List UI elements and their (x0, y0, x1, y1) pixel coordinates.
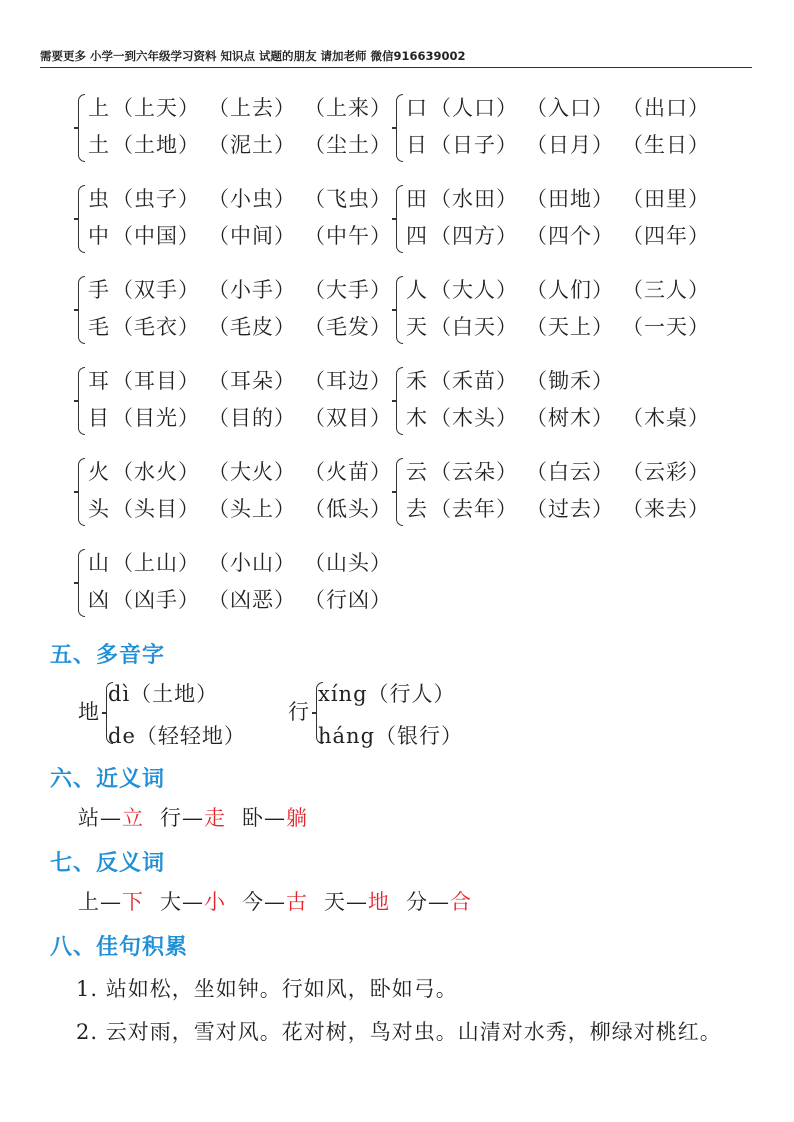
word-row (406, 454, 718, 490)
word: （大火） (208, 460, 296, 484)
dash: — (264, 890, 286, 914)
word: （行凶） (304, 588, 392, 612)
word-row (406, 272, 718, 308)
word: （大手） (304, 278, 392, 302)
dash: — (100, 890, 122, 914)
word: （四年） (622, 224, 710, 248)
synonym-line (78, 802, 324, 832)
word-row (88, 90, 400, 126)
word-row (406, 363, 622, 399)
synonym-pair (242, 806, 308, 830)
example-word: （轻轻地） (135, 724, 246, 748)
word: （云朵） (430, 460, 518, 484)
word: （上去） (208, 96, 296, 120)
word-a: 站 (78, 806, 100, 830)
section-title-antonyms: 七、反义词 (50, 851, 166, 876)
word-a: 分 (406, 890, 428, 914)
antonym-pair (406, 890, 472, 914)
word-a: 行 (160, 806, 182, 830)
word: （毛发） (304, 315, 392, 339)
brace (78, 549, 85, 617)
word: （大人） (430, 278, 518, 302)
word: （毛衣） (112, 315, 200, 339)
word: （田地） (526, 187, 614, 211)
word: （火苗） (304, 460, 392, 484)
word-b-answer: 古 (286, 890, 308, 914)
word-row (406, 181, 718, 217)
word-row (88, 545, 400, 581)
word-row (88, 309, 400, 345)
char: 手 (88, 278, 110, 302)
example-word: （行人） (367, 682, 456, 706)
word-a: 今 (242, 890, 264, 914)
word-row (88, 127, 400, 163)
word: （毛皮） (208, 315, 296, 339)
word-a: 大 (160, 890, 182, 914)
sentence-number: 2. (76, 1020, 99, 1044)
word: （白云） (526, 460, 614, 484)
word-row (88, 181, 400, 217)
word: （过去） (526, 497, 614, 521)
word: （中国） (112, 224, 200, 248)
word-row (406, 491, 718, 527)
word: （头目） (112, 497, 200, 521)
word: （入口） (526, 96, 614, 120)
polyphone-reading (318, 718, 463, 754)
word: （木头） (430, 406, 518, 430)
brace (396, 185, 403, 253)
polyphone-reading (318, 676, 456, 712)
word-b-answer: 地 (368, 890, 390, 914)
word: （小山） (208, 551, 296, 575)
word-row (406, 218, 718, 254)
word-b-answer: 立 (122, 806, 144, 830)
word: （树木） (526, 406, 614, 430)
page-header: 需要更多 小学一到六年级学习资料 知识点 试题的朋友 请加老师 微信916639002 (40, 48, 752, 68)
word: （上山） (112, 551, 200, 575)
synonym-pair (160, 806, 226, 830)
antonym-pair (324, 890, 390, 914)
char: 中 (88, 224, 110, 248)
brace (78, 367, 85, 435)
char: 田 (406, 187, 428, 211)
dash: — (346, 890, 368, 914)
word-row (88, 454, 400, 490)
word-row (88, 582, 400, 618)
section-title-polyphones: 五、多音字 (50, 643, 166, 668)
word: （上来） (304, 96, 392, 120)
word: （日子） (430, 133, 518, 157)
word: （中午） (304, 224, 392, 248)
dash: — (100, 806, 122, 830)
word: （日月） (526, 133, 614, 157)
brace (396, 458, 403, 526)
antonym-pair (78, 890, 144, 914)
word: （白天） (430, 315, 518, 339)
char: 口 (406, 96, 428, 120)
sentence-1 (76, 973, 458, 1003)
word: （低头） (304, 497, 392, 521)
pinyin: xíng (318, 682, 368, 706)
word-row (88, 218, 400, 254)
word: （土地） (112, 133, 200, 157)
word: （虫子） (112, 187, 200, 211)
word-a: 天 (324, 890, 346, 914)
word: （凶手） (112, 588, 200, 612)
char: 木 (406, 406, 428, 430)
word: （天上） (526, 315, 614, 339)
word: （水田） (430, 187, 518, 211)
word: （小虫） (208, 187, 296, 211)
word-row (406, 127, 718, 163)
word: （小手） (208, 278, 296, 302)
antonym-pair (160, 890, 226, 914)
word: （飞虫） (304, 187, 392, 211)
sentence-number: 1. (76, 977, 99, 1001)
char: 人 (406, 278, 428, 302)
word: （上天） (112, 96, 200, 120)
word: （耳朵） (208, 369, 296, 393)
word: （四个） (526, 224, 614, 248)
word: （头上） (208, 497, 296, 521)
word-b-answer: 走 (204, 806, 226, 830)
sentence-text: 站如松，坐如钟。行如风，卧如弓。 (105, 977, 458, 1001)
sentence-text: 云对雨，雪对风。花对树，鸟对虫。山清对水秀，柳绿对桃红。 (105, 1020, 722, 1044)
example-word: （银行） (375, 724, 464, 748)
brace (396, 367, 403, 435)
word: （田里） (622, 187, 710, 211)
char: 毛 (88, 315, 110, 339)
word: （生日） (622, 133, 710, 157)
word-a: 卧 (242, 806, 264, 830)
word: （水火） (112, 460, 200, 484)
sentence-2 (76, 1016, 722, 1046)
char: 日 (406, 133, 428, 157)
pinyin: háng (318, 724, 376, 748)
brace (78, 185, 85, 253)
char: 虫 (88, 187, 110, 211)
word: （泥土） (208, 133, 296, 157)
word: （出口） (622, 96, 710, 120)
brace (396, 94, 403, 162)
word-row (406, 309, 718, 345)
word: （四方） (430, 224, 518, 248)
dash: — (182, 890, 204, 914)
dash: — (182, 806, 204, 830)
polyphone-char: 地 (78, 700, 100, 724)
char: 禾 (406, 369, 428, 393)
char: 四 (406, 224, 428, 248)
synonym-pair (78, 806, 144, 830)
word-row (88, 363, 400, 399)
word: （禾苗） (430, 369, 518, 393)
dash: — (428, 890, 450, 914)
word-row (406, 90, 718, 126)
char: 山 (88, 551, 110, 575)
section-title-sentences: 八、佳句积累 (50, 935, 189, 960)
polyphone-reading (108, 718, 246, 754)
word-b-answer: 下 (122, 890, 144, 914)
char: 上 (88, 96, 110, 120)
word-row (88, 272, 400, 308)
word-b-answer: 躺 (286, 806, 308, 830)
word-row (88, 400, 400, 436)
char: 耳 (88, 369, 110, 393)
word: （三人） (622, 278, 710, 302)
char: 土 (88, 133, 110, 157)
char: 头 (88, 497, 110, 521)
word: （双目） (304, 406, 392, 430)
section-title-synonyms: 六、近义词 (50, 767, 166, 792)
char: 云 (406, 460, 428, 484)
word: （山头） (304, 551, 392, 575)
pinyin: de (108, 724, 136, 748)
word: （中间） (208, 224, 296, 248)
brace (78, 276, 85, 344)
word: （人们） (526, 278, 614, 302)
word: （去年） (430, 497, 518, 521)
char: 凶 (88, 588, 110, 612)
word-a: 上 (78, 890, 100, 914)
word: （目的） (208, 406, 296, 430)
dash: — (264, 806, 286, 830)
polyphone-reading (108, 676, 218, 712)
char: 目 (88, 406, 110, 430)
word: （目光） (112, 406, 200, 430)
word: （耳目） (112, 369, 200, 393)
char: 天 (406, 315, 428, 339)
word-b-answer: 合 (450, 890, 472, 914)
polyphone-char: 行 (288, 700, 310, 724)
word: （木桌） (622, 406, 710, 430)
word-b-answer: 小 (204, 890, 226, 914)
word: （凶恶） (208, 588, 296, 612)
brace (78, 458, 85, 526)
word: （双手） (112, 278, 200, 302)
word: （耳边） (304, 369, 392, 393)
word: （尘土） (304, 133, 392, 157)
antonym-pair (242, 890, 308, 914)
word-row (88, 491, 400, 527)
brace (396, 276, 403, 344)
word: （人口） (430, 96, 518, 120)
word: （云彩） (622, 460, 710, 484)
pinyin: dì (108, 682, 131, 706)
word-row (406, 400, 718, 436)
brace (78, 94, 85, 162)
word: （来去） (622, 497, 710, 521)
char: 去 (406, 497, 428, 521)
word: （一天） (622, 315, 710, 339)
example-word: （土地） (130, 682, 219, 706)
word: （锄禾） (526, 369, 614, 393)
antonym-line (78, 886, 488, 916)
char: 火 (88, 460, 110, 484)
